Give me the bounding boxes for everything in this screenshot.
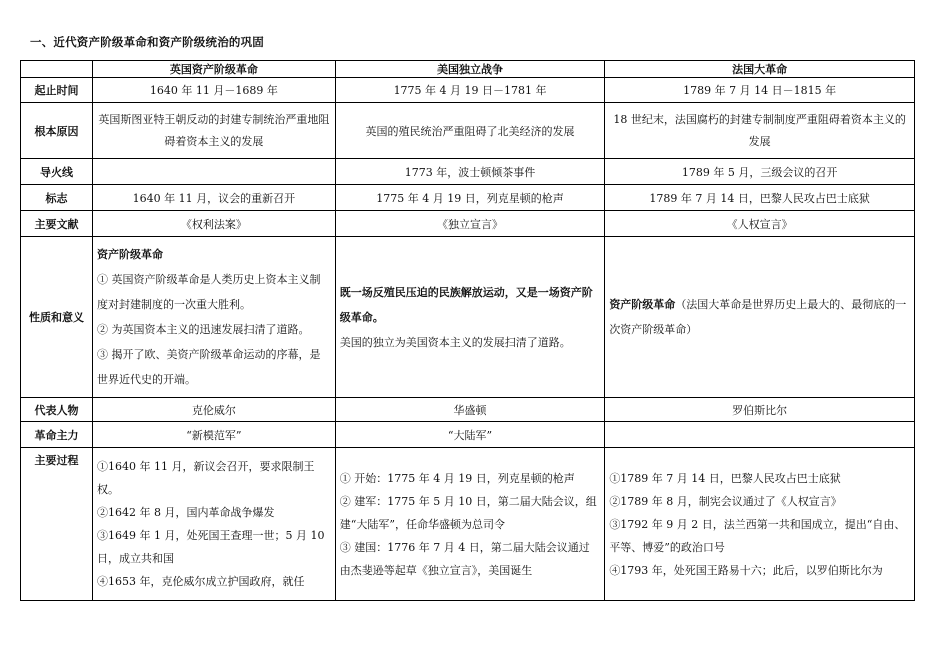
cell-uk: “新模范军”	[93, 422, 336, 448]
cell-uk: 克伦威尔	[93, 398, 336, 422]
row-label: 性质和意义	[21, 237, 93, 398]
row-time	[21, 78, 915, 103]
cell-us: 英国的殖民统治严重阻碍了北美经济的发展	[335, 103, 605, 159]
uk-nature-title: 资产阶级革命	[97, 248, 163, 261]
cell-us: 1773 年，波士顿倾茶事件	[335, 159, 605, 185]
fr-nature-point-1: （法国大革命是世界历史上最大的、最彻底的一次资产阶级革命）	[609, 298, 907, 336]
cell-fr: 罗伯斯比尔	[605, 398, 915, 422]
cell-uk	[93, 237, 336, 398]
cell-fr	[605, 237, 915, 398]
us-nature-point-1: 美国的独立为美国资本主义的发展扫清了道路。	[339, 335, 571, 349]
row-nature	[21, 237, 915, 398]
row-army	[21, 422, 915, 448]
uk-nature-point-3: ③ 揭开了欧、美资产阶级革命运动的序幕，是世界近代史的开端。	[97, 348, 321, 386]
cell-uk: 1640 年 11 月，议会的重新召开	[93, 185, 336, 211]
header-corner	[21, 61, 93, 78]
fr-nature-title: 资产阶级革命	[609, 298, 676, 311]
cell-us	[335, 448, 605, 601]
uk-nature-point-2: ② 为英国资本主义的迅速发展扫清了道路。	[97, 323, 310, 336]
header-fr: 法国大革命	[605, 61, 915, 78]
row-docs	[21, 211, 915, 237]
row-process	[21, 448, 915, 601]
header-row	[21, 61, 915, 78]
row-label: 代表人物	[21, 398, 93, 422]
cell-fr: 《人权宣言》	[605, 211, 915, 237]
section-heading: 一、近代资产阶级革命和资产阶级统治的巩固	[30, 35, 264, 49]
cell-uk: 《权利法案》	[93, 211, 336, 237]
row-label: 主要文献	[21, 211, 93, 237]
header-uk: 英国资产阶级革命	[93, 61, 336, 78]
cell-uk	[93, 159, 336, 185]
cell-us: “大陆军”	[335, 422, 605, 448]
cell-us: 华盛顿	[335, 398, 605, 422]
us-process-3: ③ 建国：1776 年 7 月 4 日，第二届大陆会议通过由杰斐逊等起草《独立宣言》，美国诞生	[339, 540, 590, 577]
cell-fr: 1789 年 7 月 14 日－1815 年	[605, 78, 915, 103]
row-label: 导火线	[21, 159, 93, 185]
cell-us: 1775 年 4 月 19 日－1781 年	[335, 78, 605, 103]
row-cause	[21, 103, 915, 159]
us-process-2: ② 建军：1775 年 5 月 10 日，第二届大陆会议，组建“大陆军”，任命华盛顿为总司令	[339, 494, 597, 531]
fr-process-4: ④1793 年，处死国王路易十六；此后，以罗伯斯比尔为	[609, 563, 883, 577]
uk-process-3: ③1649 年 1 月，处死国王查理一世；5 月 10 日，成立共和国	[97, 529, 325, 565]
us-nature-title: 既一场反殖民压迫的民族解放运动，又是一场资产阶级革命。	[339, 285, 593, 324]
revolution-comparison-table	[20, 60, 915, 601]
cell-uk	[93, 448, 336, 601]
fr-process-1: ①1789 年 7 月 14 日，巴黎人民攻占巴士底狱	[609, 471, 841, 485]
us-process-1: ① 开始：1775 年 4 月 19 日，列克星顿的枪声	[339, 471, 575, 485]
row-people	[21, 398, 915, 422]
cell-us: 1775 年 4 月 19 日，列克星顿的枪声	[335, 185, 605, 211]
row-label: 起止时间	[21, 78, 93, 103]
cell-fr	[605, 422, 915, 448]
row-label: 革命主力	[21, 422, 93, 448]
cell-fr: 1789 年 5 月，三级会议的召开	[605, 159, 915, 185]
uk-process-4: ④1653 年，克伦威尔成立护国政府，就任	[97, 575, 305, 588]
fr-process-2: ②1789 年 8 月，制宪会议通过了《人权宣言》	[609, 494, 842, 508]
uk-process-2: ②1642 年 8 月，国内革命战争爆发	[97, 506, 275, 519]
header-us: 美国独立战争	[335, 61, 605, 78]
row-label: 主要过程	[21, 448, 93, 601]
cell-us	[335, 237, 605, 398]
cell-uk: 1640 年 11 月－1689 年	[93, 78, 336, 103]
cell-fr: 1789 年 7 月 14 日，巴黎人民攻占巴士底狱	[605, 185, 915, 211]
row-sign	[21, 185, 915, 211]
row-label: 根本原因	[21, 103, 93, 159]
cell-fr: 18 世纪末，法国腐朽的封建专制制度严重阻碍着资本主义的发展	[605, 103, 915, 159]
cell-us: 《独立宣言》	[335, 211, 605, 237]
cell-fr	[605, 448, 915, 601]
fr-process-3: ③1792 年 9 月 2 日，法兰西第一共和国成立，提出“自由、平等、博爱”的政治口号	[609, 517, 906, 554]
uk-nature-point-1: ① 英国资产阶级革命是人类历史上资本主义制度对封建制度的一次重大胜利。	[97, 273, 321, 311]
row-label: 标志	[21, 185, 93, 211]
cell-uk: 英国斯图亚特王朝反动的封建专制统治严重地阻碍着资本主义的发展	[93, 103, 336, 159]
row-fuse	[21, 159, 915, 185]
uk-process-1: ①1640 年 11 月，新议会召开，要求限制王权。	[97, 460, 315, 496]
